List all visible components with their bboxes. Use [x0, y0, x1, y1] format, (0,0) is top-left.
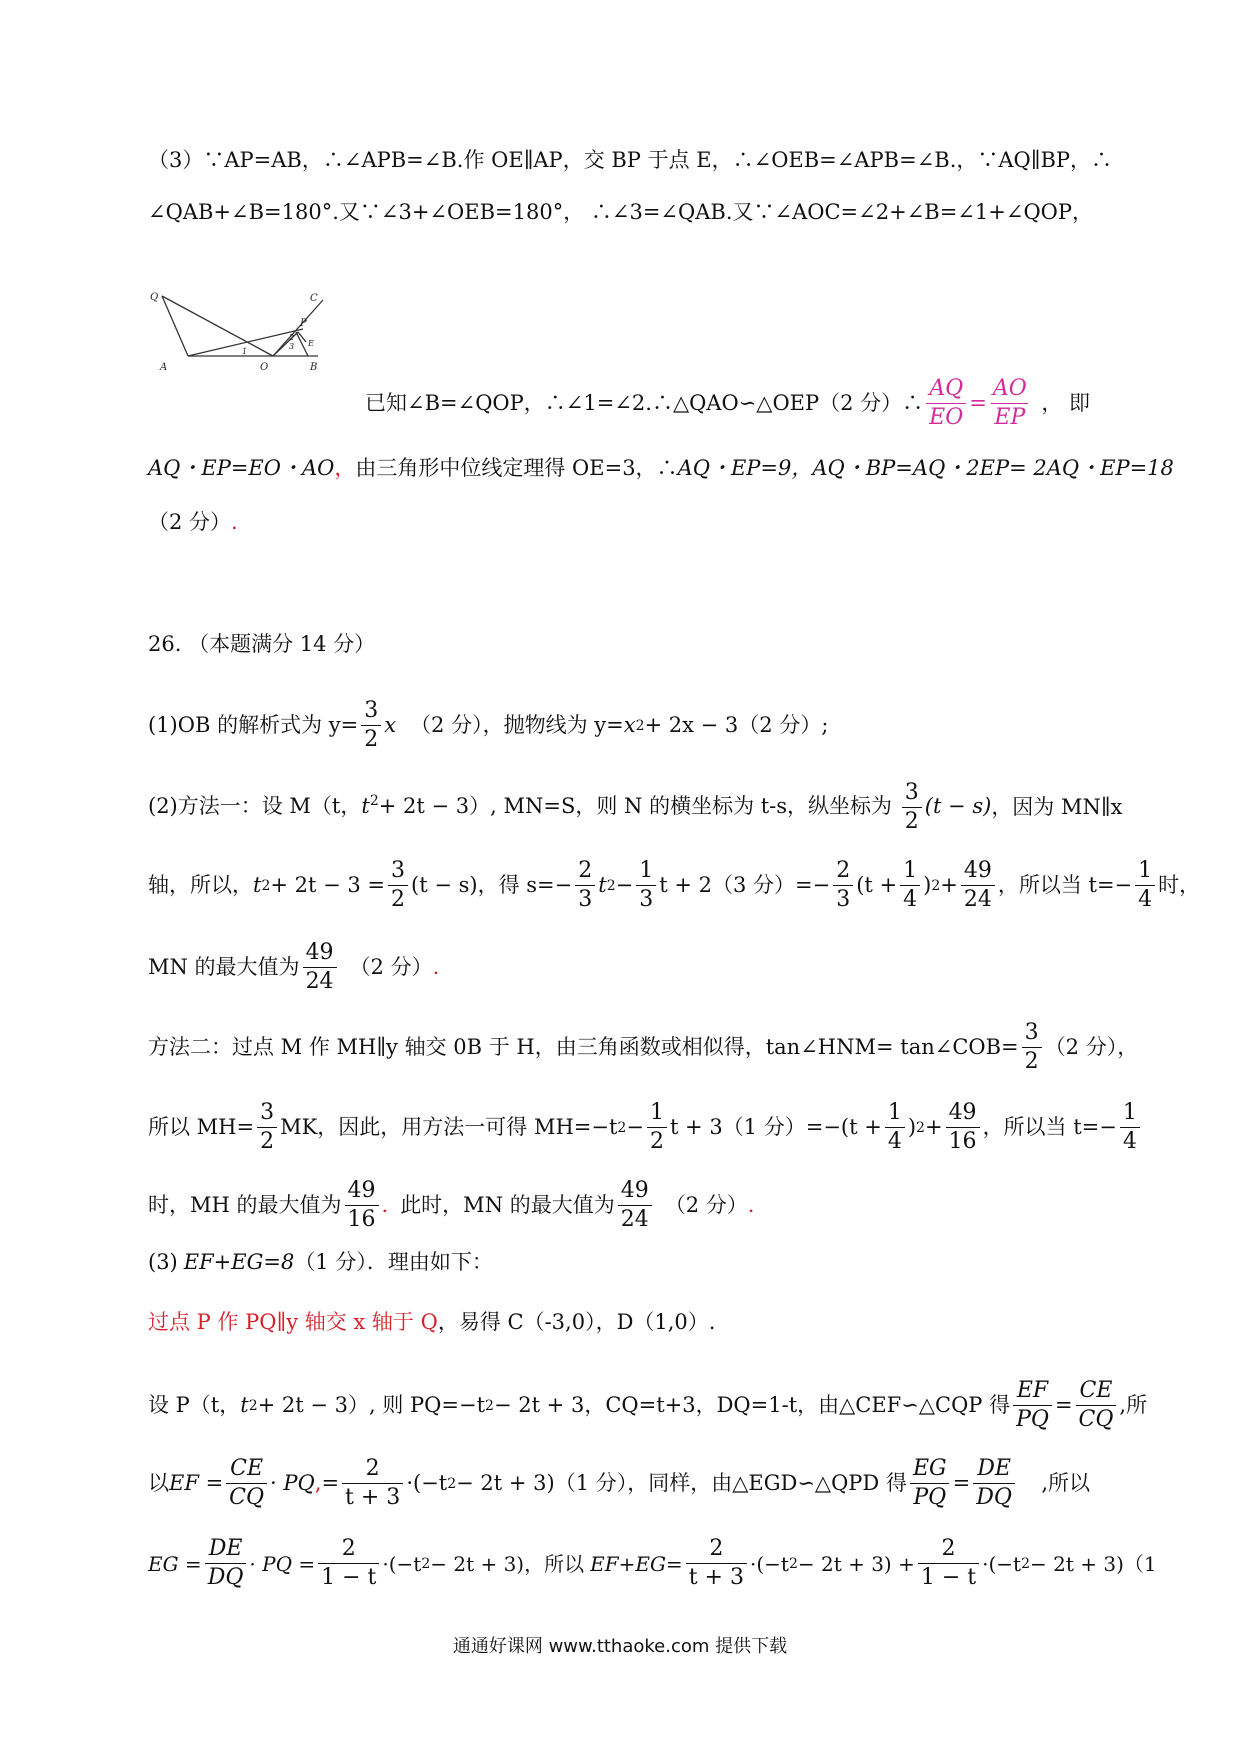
- text-line: [148, 200, 1094, 224]
- text-line: （2 分） .: [148, 510, 238, 534]
- fig-label-q: Q: [150, 292, 159, 303]
- fig-label-a: A: [160, 362, 168, 373]
- text-line: 过点 P 作 PQ∥y 轴交 x 轴于 Q ，易得 C（-3,0），D（1,0）.: [148, 1310, 716, 1334]
- text-line: 轴，所以， t 2 + 2t − 3 = $\frac{3}{2}$ (t − s)，得 s=− $\frac{2}{3}$ t 2 − $\frac{1}{3}$ t + 2（3 分）=− $\frac{2}{3}$ (t + $\frac{1}{4}$ ) 2 + $\frac{49}{24}$ ，所以当 t=− $\frac{1}{4}$ 时，: [148, 858, 1201, 912]
- text-line: AQ・EP=EO・AO ， 由三角形中位线定理得 OE=3，∴ AQ・EP=9，AQ・BP=AQ・2EP= 2AQ・EP=18: [148, 456, 1174, 480]
- fig-label-p: P: [300, 318, 307, 329]
- text-line: (2)方法一：设 M（t，$t^2+ 2t - 3$）, MN=S，则 N 的横坐标为 t-s，纵坐标为 $\frac{3}{2}$ (t − s) ，因为 MN∥x: [148, 780, 1123, 834]
- fig-label-3: 3: [289, 342, 295, 351]
- fig-label-b: B: [310, 362, 318, 373]
- fig-label-2: 2: [289, 333, 295, 342]
- text-line: (1)OB 的解析式为 y= $\frac{3}{2}$ x （2 分），抛物线为 y= x 2 + 2x − 3（2 分）;: [148, 698, 829, 752]
- text-line: 已知∠B=∠QOP，∴∠1=∠2.∴△QAO∽△OEP（2 分）∴ $\frac{AQ}{EO}$ = $\frac{AO}{EP}$ ， 即: [365, 376, 1090, 430]
- text-line: 方法二：过点 M 作 MH∥y 轴交 0B 于 H，由三角函数或相似得，tan∠HNM= tan∠COB= $\frac{3}{2}$ （2 分），: [148, 1020, 1139, 1074]
- text-line: 设 P（t， t 2 + 2t − 3）, 则 PQ=−t 2 − 2t + 3，CQ=t+3，DQ=1-t，由△CEF∽△CQP 得 $\frac{EF}{PQ}$ = $\frac{CE}{CQ}$ ,所: [148, 1378, 1148, 1432]
- page-footer: 通通好课网 www.tthaoke.com 提供下载: [452, 1636, 788, 1657]
- fraction: $\frac{AQ}{EO}$: [926, 378, 966, 429]
- fig-label-c: C: [310, 293, 318, 304]
- text-line: 以 EF = $\frac{CE}{CQ}$ · PQ , = $\frac{2}{t + 3}$ ·(−t 2 − 2t + 3)（1 分），同样，由△EGD∽△QPD 得 $\frac{EG}{PQ}$ = $\frac{DE}{DQ}$ ,所以: [148, 1456, 1090, 1510]
- fig-label-e: E: [308, 339, 314, 348]
- text-line: (3) EF+EG=8 （1 分）．理由如下：: [148, 1250, 493, 1274]
- text-line: 时，MH 的最大值为 $\frac{49}{16}$ . 此时，MN 的最大值为 $\frac{49}{24}$ （2 分） .: [148, 1178, 755, 1232]
- text-line: [148, 148, 1113, 172]
- fraction: $\frac{AO}{EP}$: [992, 376, 1027, 430]
- text-line: 所以 MH= $\frac{3}{2}$ MK，因此，用方法一可得 MH=−t 2 − $\frac{1}{2}$ t + 3（1 分）=−(t + $\frac{1}{4}$ ) 2 + $\frac{49}{16}$ ，所以当 t=− $\frac{1}{4}$: [148, 1102, 1090, 1153]
- fig-label-o: O: [260, 362, 269, 373]
- text-line: EG = $\frac{DE}{DQ}$ · PQ = $\frac{2}{1 - t}$ ·(−t 2 − 2t + 3)，所以 EF+EG= $\frac{2}{t + 3}$ ·(−t 2 − 2t + 3) + $\frac{2}{1 - t}$ ·(−t 2 − 2t + 3)（1: [148, 1536, 1157, 1590]
- geometry-figure: [148, 288, 358, 388]
- text-line: MN 的最大值为 $\frac{49}{24}$ （2 分） .: [148, 940, 440, 994]
- part3-line1: （3）∵AP=AB，∴∠APB=∠B.作 OE∥AP，交 BP 于点 E，∴∠OEB=∠APB=∠B.，∵AQ∥BP，∴: [148, 148, 1113, 172]
- part3-line2: ∠QAB+∠B=180°.又∵∠3+∠OEB=180°， ∴∠3=∠QAB.又∵∠AOC=∠2+∠B=∠1+∠QOP，: [148, 200, 1094, 224]
- fig-label-1: 1: [242, 347, 248, 356]
- question-title: 26. （本题满分 14 分）: [148, 632, 376, 656]
